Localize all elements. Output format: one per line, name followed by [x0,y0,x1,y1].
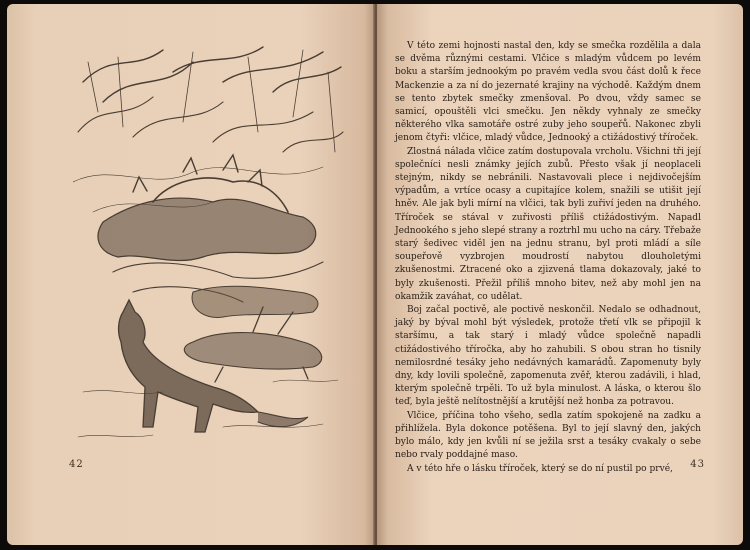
wolves-fighting-illustration [73,42,345,442]
book-spread [7,4,743,545]
page-number-left: 42 [69,459,84,470]
paragraph: V této zemi hojnosti nastal den, kdy se smečka rozdělila a dala se dvěma různými cestami. Vlčice s mladým vůdcem po levém boku a starším jednookým po pravém vedla svou část dolů k řece Mackenzie a za ní do jezernaté krajiny na východě. Každým dnem se tento zbytek smečky zmenšoval. Po dvou, vždy samec se samicí, opouštěli vlci smečku. Jen někdy vyhnaly ze smečky některého vlka samotáře ostré zuby jeho soupeřů. Nakonec zbyli jenom čtyři: vlčice, mladý vůdce, Jednooký a ctižádostivý tříroček. [395,41,701,144]
paragraph: Boj začal poctivě, ale poctivě neskončil. Nedalo se odhadnout, jaký by býval mohl být výsledek, protože třetí vlk se připojil k staršímu, a tak starý i mladý vůdce společně napadli ctižádostivého tříročka, aby ho zahubili. S obou stran ho tisnily nemilosrdné tesáky jeho nedávných kamarádů. Zapomenuty byly dny, kdy lovili společně, zapomenuta zvěř, kterou zadávili, i hlad, kterým společně trpěli. To už byla minulost. A láska, o kterou šlo teď, byla ještě nelítostnější a krutější než honba za potravou. [395,305,701,408]
paragraph: Zlostná nálada vlčice zatím dostupovala vrcholu. Všichni tři její společníci nesli známky jejích zubů. Přesto však jí neoplaceli stejným, nikdy se nebránili. Nastavovali plece i nejdivočejším výpadům, a vrtíce ocasy a cupitajíce kolem, snažili se utišit její hněv. Ale jak byli mírní na vlčici, tak byli zuřiví jeden na druhého. Tříroček se stával v zuřivosti příliš ctižádostivým. Napadl Jednookého s jeho slepé strany a roztrhl mu ucho na cáry. Třebaže starý šedivec viděl jen na jednu stranu, byl proti mládí a síle soupeřově vyzbrojen moudrostí nabytou dlouholetými zkušenostmi. Ztracené oko a zjizvená tlama dokazovaly, jaké to byly zkušenosti. Přežil příliš mnoho bitev, než aby mohl jen na okamžik zaváhat, co udělat. [395,146,701,302]
page-number-right: 43 [690,459,705,470]
body-text [395,40,701,476]
right-page [377,4,743,545]
paragraph: A v této hře o lásku tříroček, který se do ní pustil po prvé, [407,463,673,474]
left-page [7,4,375,545]
paragraph: Vlčice, příčina toho všeho, sedla zatím spokojeně na zadku a přihlížela. Byla dokonce potěšena. Byl to její slavný den, jakých bylo málo, kdy jen kvůli ní se ježila srst a tesáky cvakaly o sebe nebo rvaly poddajné maso. [395,410,701,461]
